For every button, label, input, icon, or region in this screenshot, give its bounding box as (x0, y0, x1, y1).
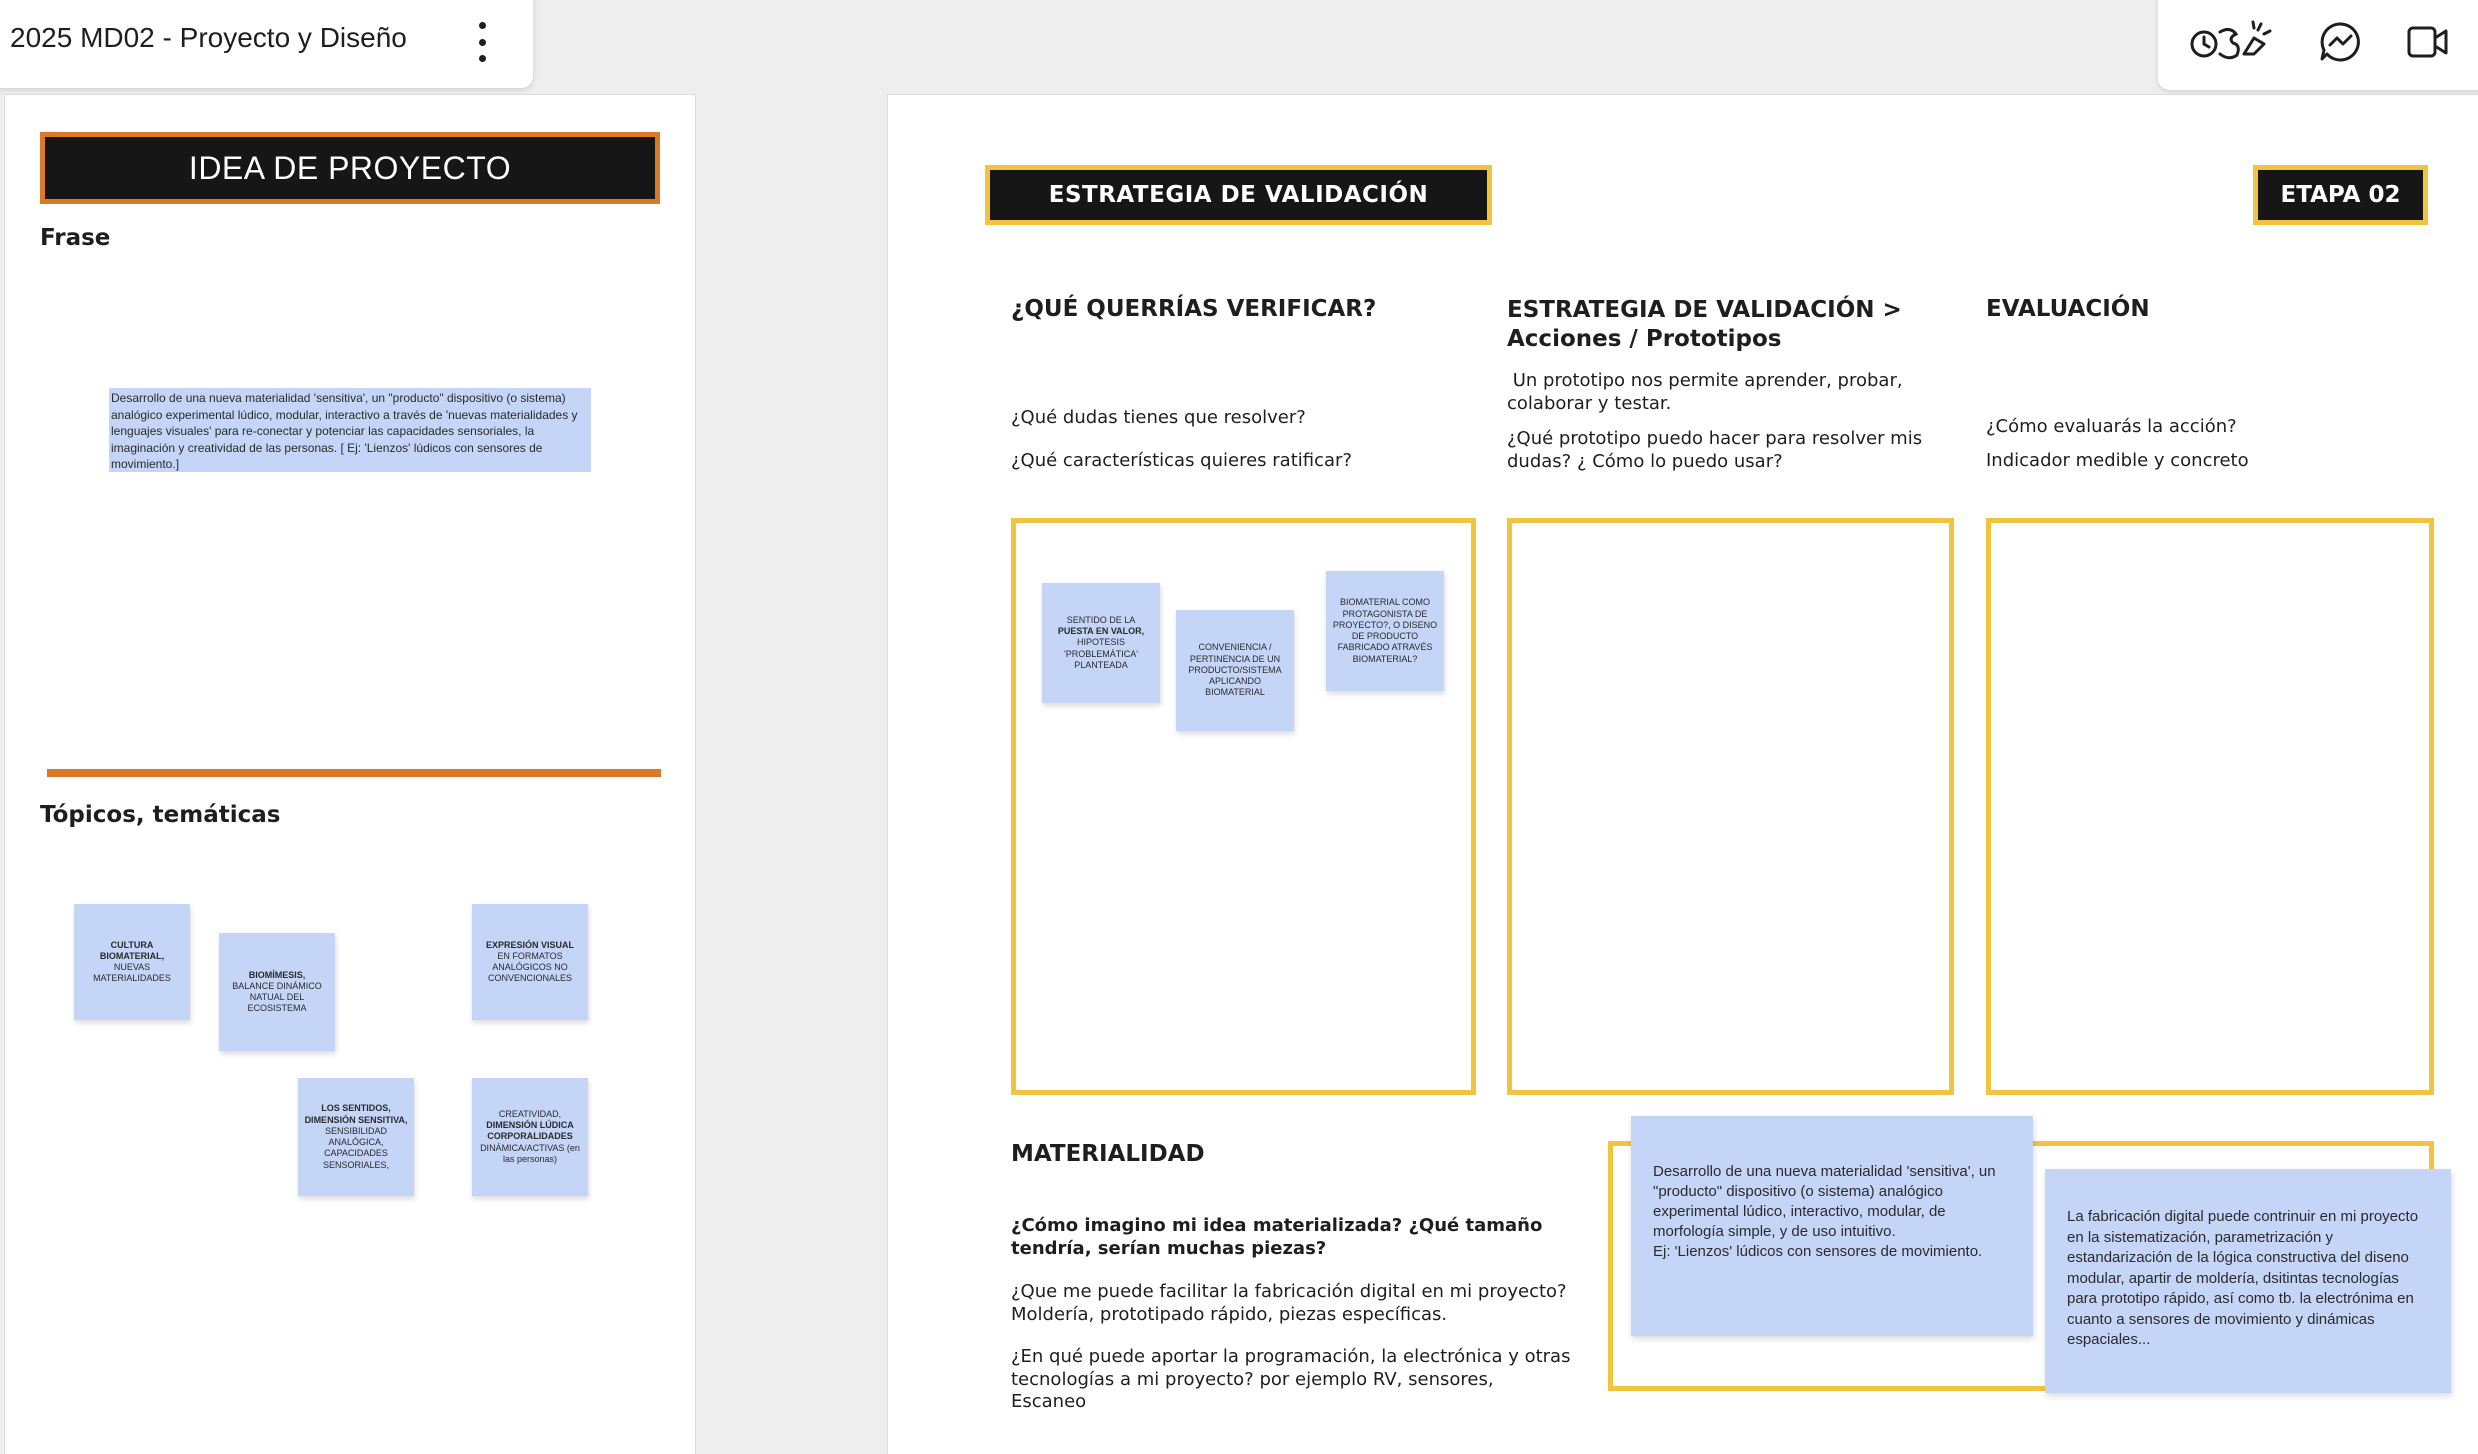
comment-icon[interactable] (2318, 20, 2362, 64)
section-divider (47, 769, 661, 777)
verify-question-1: ¿Qué dudas tienes que resolver? (1011, 407, 1306, 428)
evaluation-box[interactable] (1986, 518, 2434, 1095)
sticky-note[interactable]: SENTIDO DE LA PUESTA EN VALOR, HIPOTESIS 'PROBLEMÁTICA' PLANTEADA (1042, 583, 1160, 703)
more-options-icon[interactable] (470, 20, 494, 64)
materialidad-question-1: ¿Cómo imagino mi idea materializada? ¿Qué tamaño tendría, serían muchas piezas? (1011, 1215, 1543, 1259)
stage-badge: ETAPA 02 (2253, 165, 2428, 225)
sticky-note[interactable]: CULTURA BIOMATERIAL, NUEVAS MATERIALIDADES (74, 904, 190, 1020)
materialidad-question-2: ¿Que me puede facilitar la fabricación digital en mi proyecto? Moldería, prototipado rápido, piezas específicas. (1011, 1281, 1567, 1325)
strategy-question-1: Un prototipo nos permite aprender, probar, colaborar y testar. (1507, 370, 1909, 414)
strategy-title: ESTRATEGIA DE VALIDACIÓN > Acciones / Prototipos (1507, 297, 1902, 352)
sticky-note[interactable]: BIOMÍMESIS, BALANCE DINÁMICO NATUAL DEL ECOSISTEMA (219, 933, 335, 1051)
evaluation-question-2: Indicador medible y concreto (1986, 450, 2249, 471)
frase-label: Frase (40, 225, 111, 251)
video-call-icon[interactable] (2406, 22, 2450, 62)
evaluation-question-1: ¿Cómo evaluarás la acción? (1986, 416, 2237, 437)
reactions-icon[interactable] (2188, 20, 2278, 64)
idea-header: IDEA DE PROYECTO (40, 132, 660, 204)
sticky-note[interactable]: CONVENIENCIA / PERTINENCIA DE UN PRODUCTO/SISTEMA APLICANDO BIOMATERIAL (1176, 610, 1294, 731)
sticky-note[interactable]: Desarrollo de una nueva materialidad 'sensitiva', un "producto" dispositivo (o sistema) analógico experimental lúdico, interactivo, modular, de morfología simple, y de uso intuitivo. Ej: 'Lienzos' lúdicos con sensores de movimiento. (1631, 1116, 2033, 1336)
board-title[interactable]: 2025 MD02 - Proyecto y Diseño (10, 22, 407, 53)
verify-question-2: ¿Qué características quieres ratificar? (1011, 450, 1352, 471)
materialidad-question-3: ¿En qué puede aportar la programación, la electrónica y otras tecnologías a mi proyecto? por ejemplo RV, sensores, Escaneo (1011, 1346, 1571, 1412)
sticky-note[interactable]: CREATIVIDAD, DIMENSIÓN LÚDICA CORPORALIDADES DINÁMICA/ACTIVAS (en las personas) (472, 1078, 588, 1196)
evaluation-title: EVALUACIÓN (1986, 296, 2150, 322)
sticky-note[interactable]: BIOMATERIAL COMO PROTAGONISTA DE PROYECTO?, O DISENO DE PRODUCTO FABRICADO ATRAVÉS BIOMATERIAL? (1326, 571, 1444, 691)
strategy-box[interactable] (1507, 518, 1954, 1095)
sticky-note[interactable]: LOS SENTIDOS, DIMENSIÓN SENSITIVA, SENSIBILIDAD ANALÓGICA, CAPACIDADES SENSORIALES, (298, 1078, 414, 1196)
materialidad-title: MATERIALIDAD (1011, 1141, 1205, 1167)
sticky-note[interactable]: EXPRESIÓN VISUAL EN FORMATOS ANALÓGICOS NO CONVENCIONALES (472, 904, 588, 1020)
frase-text[interactable]: Desarrollo de una nueva materialidad 'sensitiva', un "producto" dispositivo (o sistema) analógico experimental lúdico, modular, interactivo a través de 'nuevas materialidades y lenguajes visuales' para re-conectar y potenciar las capacidades sensoriales, la imaginación y creatividad de las personas. [ Ej: 'Lienzos' lúdicos con sensores de movimiento.] (109, 388, 591, 472)
sticky-note[interactable]: La fabricación digital puede contrinuir en mi proyecto en la sistematización, parametrización y estandarización de la lógica constructiva del diseno modular, apartir de moldería, dsitintas tecnologías para prototipo rápido, así como tb. la electrónima en cuanto a sensores de movimiento y dinámicas espaciales... (2045, 1169, 2451, 1393)
verify-title: ¿QUÉ QUERRÍAS VERIFICAR? (1011, 296, 1377, 322)
topics-label: Tópicos, temáticas (40, 802, 281, 828)
strategy-question-2: ¿Qué prototipo puedo hacer para resolver mis dudas? ¿ Cómo lo puedo usar? (1507, 428, 1923, 472)
validation-header: ESTRATEGIA DE VALIDACIÓN (985, 165, 1492, 225)
